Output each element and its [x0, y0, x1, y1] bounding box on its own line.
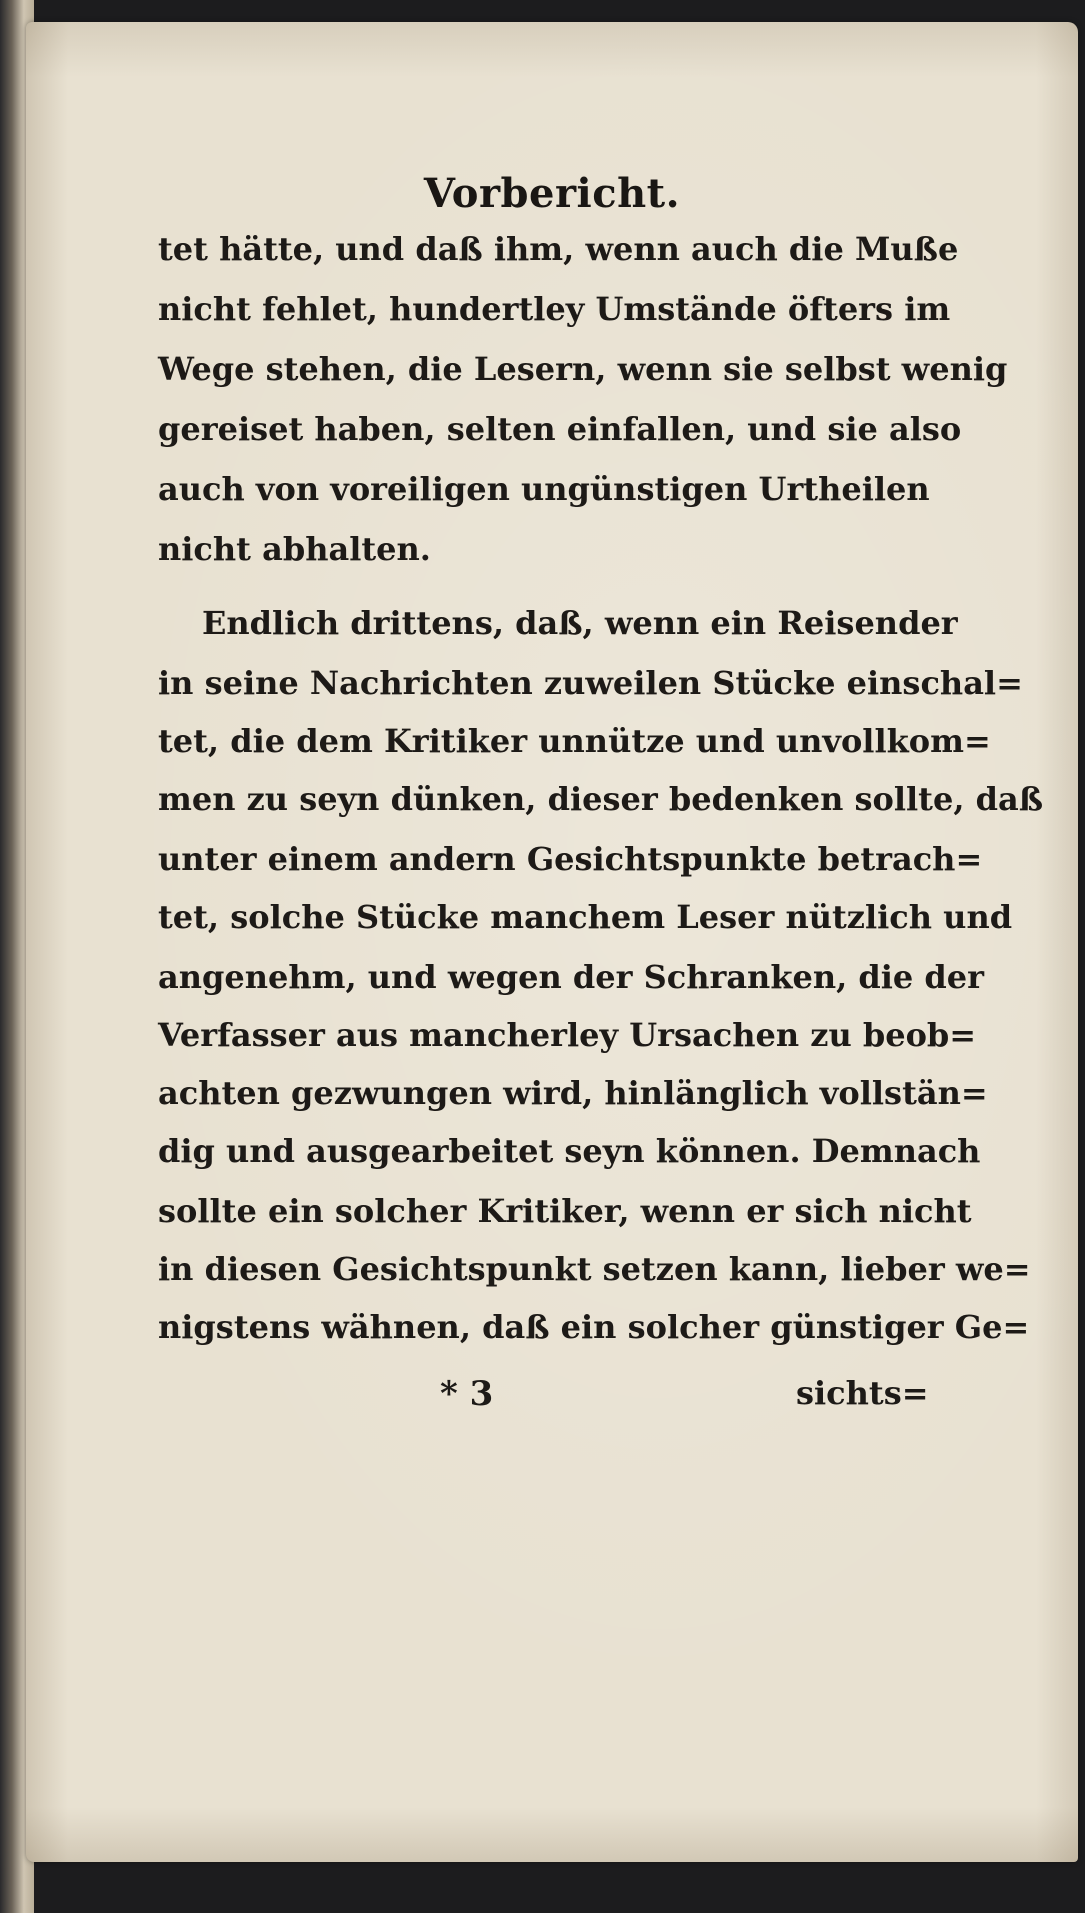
text-line: Verfasser aus mancherley Ursachen zu beob= — [158, 1016, 977, 1054]
text-line: auch von voreiligen ungünstigen Urtheilen — [158, 470, 930, 508]
text-line: tet hätte, und daß ihm, wenn auch die Muße — [158, 230, 959, 268]
text-line: in diesen Gesichtspunkt setzen kann, lieber we= — [158, 1250, 1031, 1288]
text-line: nigstens wähnen, daß ein solcher günstiger Ge= — [158, 1308, 1030, 1346]
text-line: tet, die dem Kritiker unnütze und unvollkom= — [158, 722, 991, 760]
text-line: gereiset haben, selten einfallen, und sie also — [158, 410, 962, 448]
text-line: dig und ausgearbeitet seyn können. Demnach — [158, 1132, 981, 1170]
catchword: sichts= — [796, 1374, 929, 1412]
text-line: sollte ein solcher Kritiker, wenn er sich nicht — [158, 1192, 972, 1230]
text-line: nicht abhalten. — [158, 530, 431, 568]
signature-mark: * 3 — [440, 1374, 494, 1414]
text-line: Wege stehen, die Lesern, wenn sie selbst wenig — [158, 350, 1008, 388]
text-line: Endlich drittens, daß, wenn ein Reisender — [202, 604, 958, 642]
text-line: men zu seyn dünken, dieser bedenken sollte, daß — [158, 780, 1044, 818]
text-line: nicht fehlet, hundertley Umstände öfters im — [158, 290, 951, 328]
text-line: unter einem andern Gesichtspunkte betrach= — [158, 840, 983, 878]
text-line: angenehm, und wegen der Schranken, die der — [158, 958, 985, 996]
book-page — [26, 22, 1078, 1862]
text-line: achten gezwungen wird, hinlänglich vollstän= — [158, 1074, 988, 1112]
text-line: tet, solche Stücke manchem Leser nützlich und — [158, 898, 1013, 936]
text-line: in seine Nachrichten zuweilen Stücke einschal= — [158, 664, 1023, 702]
running-header: Vorbericht. — [423, 170, 681, 217]
